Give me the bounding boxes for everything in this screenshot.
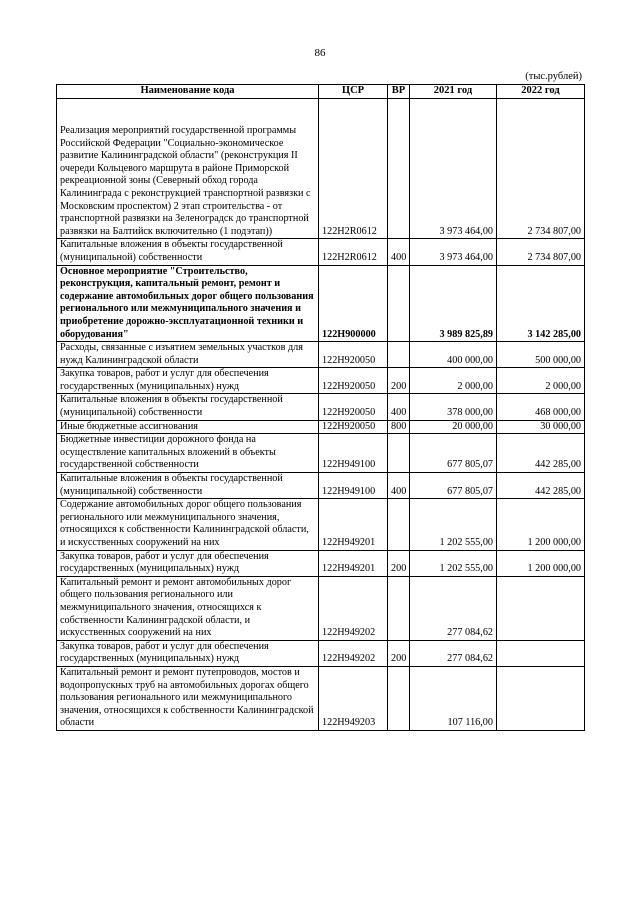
cell-y2021: 677 805,07 [410, 434, 497, 473]
cell-y2021: 378 000,00 [410, 394, 497, 420]
cell-name: Капитальный ремонт и ремонт автомобильных дорог общего пользования регионального или межмуниципального значения, относящихся к собственности Калининградской области, и искусственных сооружений на них [57, 576, 319, 640]
cell-vr [388, 342, 410, 368]
cell-y2022: 30 000,00 [497, 420, 585, 434]
header-vr: ВР [388, 85, 410, 99]
cell-y2022: 1 200 000,00 [497, 550, 585, 576]
table-row [57, 434, 585, 473]
table-row [57, 420, 585, 434]
table-row [57, 342, 585, 368]
cell-vr: 400 [388, 473, 410, 499]
cell-name: Иные бюджетные ассигнования [57, 420, 319, 434]
cell-vr [388, 499, 410, 550]
table-row [57, 394, 585, 420]
cell-y2021: 400 000,00 [410, 342, 497, 368]
table-header-row [57, 85, 585, 99]
table-row [57, 576, 585, 640]
table-row [57, 99, 585, 239]
cell-y2021: 2 000,00 [410, 368, 497, 394]
cell-name: Закупка товаров, работ и услуг для обеспечения государственных (муниципальных) нужд [57, 550, 319, 576]
units-label: (тыс.рублей) [525, 71, 582, 82]
cell-vr: 400 [388, 394, 410, 420]
cell-y2021: 1 202 555,00 [410, 550, 497, 576]
table-row [57, 473, 585, 499]
cell-vr: 200 [388, 368, 410, 394]
cell-name: Закупка товаров, работ и услуг для обеспечения государственных (муниципальных) нужд [57, 640, 319, 666]
cell-csr: 122H920050 [319, 342, 388, 368]
cell-vr: 200 [388, 550, 410, 576]
cell-name: Капитальные вложения в объекты государственной (муниципальной) собственности [57, 239, 319, 265]
cell-name: Основное мероприятие "Строительство, реконструкция, капитальный ремонт, ремонт и содержание автомобильных дорог общего пользования регионального или межмуниципального значения и приобретение дорожно-эксплуатационной техники и оборудования" [57, 265, 319, 342]
table-row [57, 368, 585, 394]
table-row [57, 265, 585, 342]
cell-csr: 122H2R0612 [319, 99, 388, 239]
cell-y2021: 3 973 464,00 [410, 239, 497, 265]
cell-y2022: 500 000,00 [497, 342, 585, 368]
cell-name: Содержание автомобильных дорог общего пользования регионального или межмуниципального значения, относящихся к собственности Калининградской области, и искусственных сооружений на них [57, 499, 319, 550]
cell-csr: 122H949203 [319, 666, 388, 730]
header-2022: 2022 год [497, 85, 585, 99]
cell-y2021: 277 084,62 [410, 640, 497, 666]
cell-name: Расходы, связанные с изъятием земельных участков для нужд Калининградской области [57, 342, 319, 368]
cell-y2022 [497, 576, 585, 640]
cell-name: Реализация мероприятий государственной программы Российской Федерации "Социально-экономическое развитие Калининградской области" (реконструкция II очереди Кольцевого маршрута в районе Приморской рекреационной зоны (Северный обход города Калининграда с реконструкцией транспортной развязки с Московским проспектом) 2 этап строительства - от транспортной развязки на Зеленоградск до транспортной развязки на Балтийск включительно (1 подэтап)) [57, 99, 319, 239]
cell-vr [388, 576, 410, 640]
header-2021: 2021 год [410, 85, 497, 99]
cell-vr [388, 265, 410, 342]
cell-y2022: 468 000,00 [497, 394, 585, 420]
cell-csr: 122H920050 [319, 420, 388, 434]
cell-y2021: 277 084,62 [410, 576, 497, 640]
cell-y2022: 3 142 285,00 [497, 265, 585, 342]
cell-vr [388, 434, 410, 473]
cell-vr [388, 666, 410, 730]
cell-name: Капитальные вложения в объекты государственной (муниципальной) собственности [57, 473, 319, 499]
table-row [57, 666, 585, 730]
cell-csr: 122H920050 [319, 394, 388, 420]
table-row [57, 550, 585, 576]
cell-vr [388, 99, 410, 239]
cell-vr: 400 [388, 239, 410, 265]
header-name: Наименование кода [57, 85, 319, 99]
cell-csr: 122H949100 [319, 473, 388, 499]
cell-y2022: 2 000,00 [497, 368, 585, 394]
cell-y2021: 20 000,00 [410, 420, 497, 434]
cell-csr: 122H920050 [319, 368, 388, 394]
cell-csr: 122H2R0612 [319, 239, 388, 265]
table-row [57, 499, 585, 550]
cell-y2022: 1 200 000,00 [497, 499, 585, 550]
header-csr: ЦСР [319, 85, 388, 99]
cell-y2021: 1 202 555,00 [410, 499, 497, 550]
table-row [57, 640, 585, 666]
cell-csr: 122H949100 [319, 434, 388, 473]
table-row [57, 239, 585, 265]
cell-name: Капитальный ремонт и ремонт путепроводов, мостов и водопропускных труб на автомобильных дорогах общего пользования регионального или межмуниципального значения, относящихся к собственности Калининградской области [57, 666, 319, 730]
cell-vr: 800 [388, 420, 410, 434]
cell-y2021: 107 116,00 [410, 666, 497, 730]
cell-name: Закупка товаров, работ и услуг для обеспечения государственных (муниципальных) нужд [57, 368, 319, 394]
cell-y2022 [497, 666, 585, 730]
cell-csr: 122H949201 [319, 550, 388, 576]
cell-y2022: 2 734 807,00 [497, 239, 585, 265]
cell-csr: 122H949201 [319, 499, 388, 550]
cell-y2022: 442 285,00 [497, 473, 585, 499]
cell-name: Бюджетные инвестиции дорожного фонда на осуществление капитальных вложений в объекты государственной собственности [57, 434, 319, 473]
budget-table [56, 84, 585, 731]
cell-y2022 [497, 640, 585, 666]
table-body [57, 99, 585, 731]
cell-csr: 122H949202 [319, 640, 388, 666]
page-number: 86 [314, 47, 326, 59]
cell-name: Капитальные вложения в объекты государственной (муниципальной) собственности [57, 394, 319, 420]
cell-csr: 122H949202 [319, 576, 388, 640]
cell-y2021: 3 989 825,89 [410, 265, 497, 342]
cell-y2021: 3 973 464,00 [410, 99, 497, 239]
cell-y2022: 442 285,00 [497, 434, 585, 473]
cell-y2021: 677 805,07 [410, 473, 497, 499]
cell-y2022: 2 734 807,00 [497, 99, 585, 239]
cell-csr: 122H900000 [319, 265, 388, 342]
cell-vr: 200 [388, 640, 410, 666]
